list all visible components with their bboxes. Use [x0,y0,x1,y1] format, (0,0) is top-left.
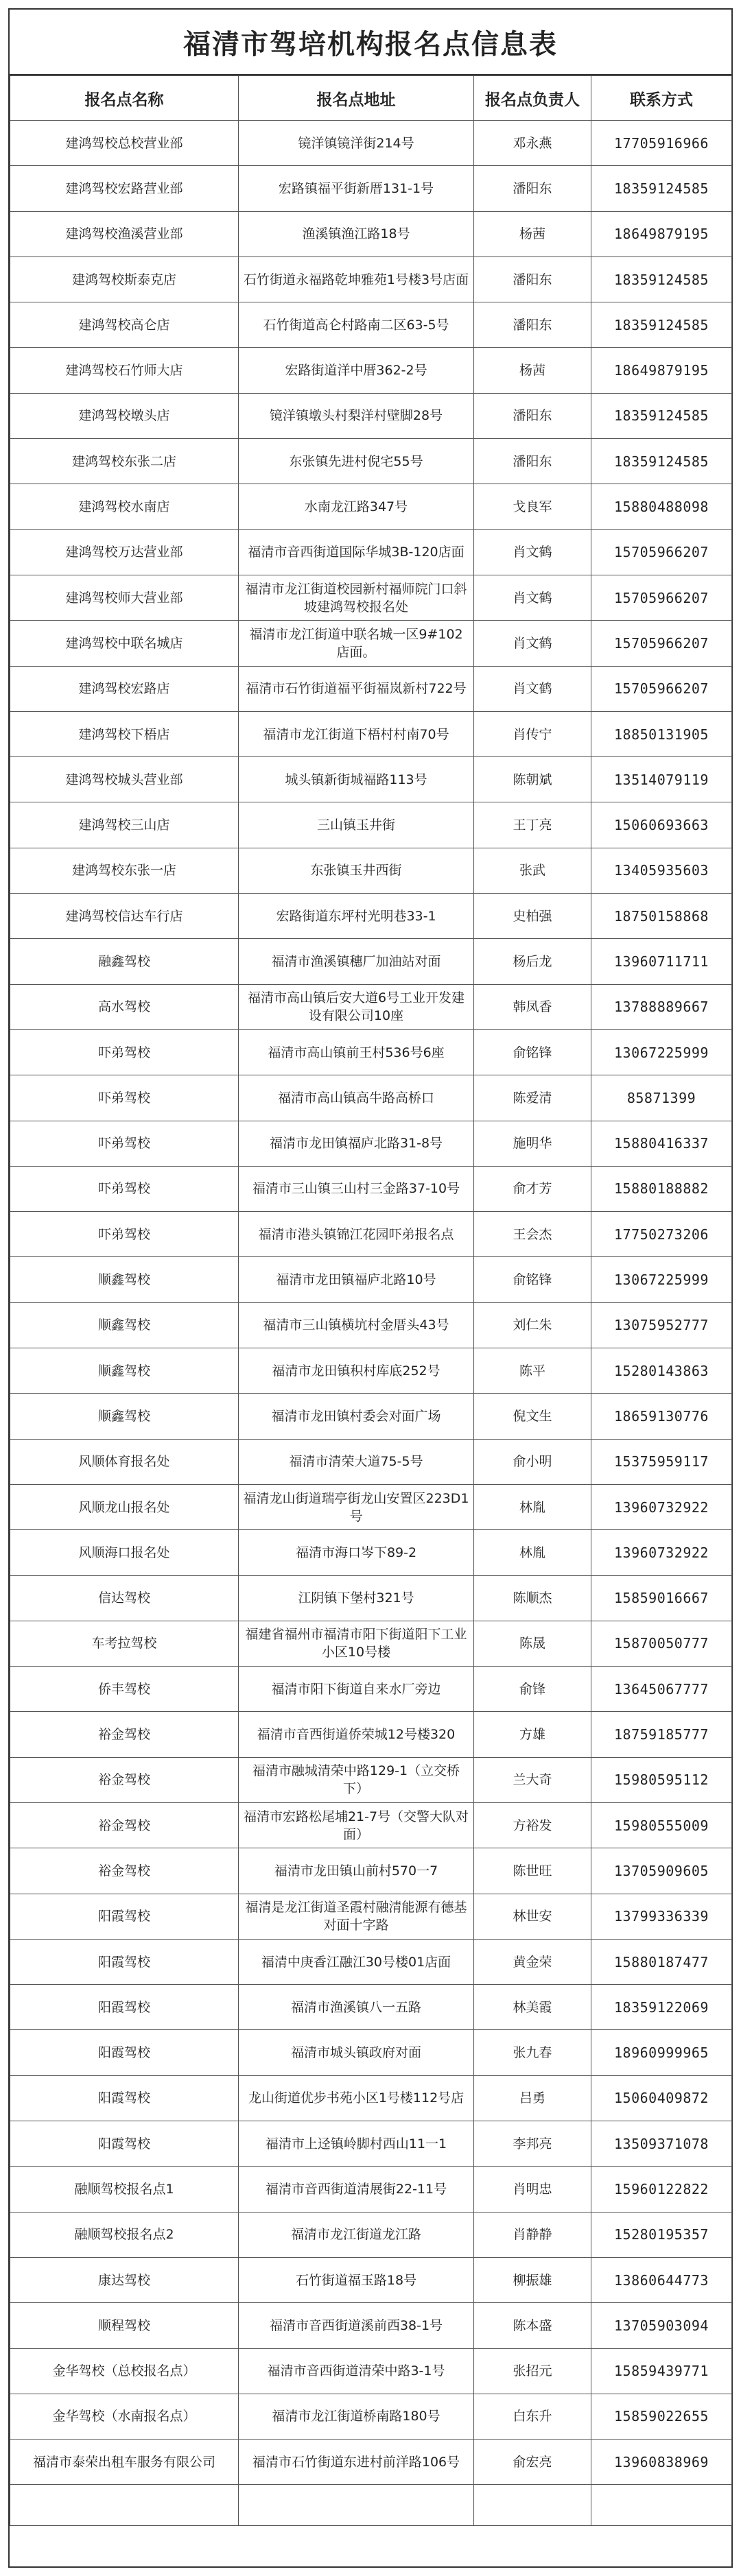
cell-phone: 13705909605 [591,1848,732,1894]
cell-person: 林胤 [474,1530,591,1575]
cell-phone: 15060409872 [591,2075,732,2121]
table-row [10,1166,732,1211]
table-row [10,1621,732,1666]
cell-person: 肖文鹤 [474,621,591,666]
cell-phone: 15280143863 [591,1348,732,1394]
cell-name: 建鸿驾校总校营业部 [10,121,239,166]
cell-name: 吓弟驾校 [10,1029,239,1075]
cell-name: 建鸿驾校城头营业部 [10,757,239,802]
table-row [10,1121,732,1166]
table-row [10,166,732,211]
cell-address: 福清中庚香江融江30号楼01店面 [239,1939,474,1984]
cell-address: 福清市音西街道溪前西38-1号 [239,2303,474,2348]
table-row [10,575,732,620]
cell-name: 建鸿驾校三山店 [10,802,239,848]
cell-person: 肖文鹤 [474,529,591,575]
cell-phone: 18359124585 [591,439,732,484]
cell-person: 陈世旺 [474,1848,591,1894]
cell-address: 福清市港头镇锦江花园吓弟报名点 [239,1212,474,1257]
table-row [10,1575,732,1621]
table-row [10,2394,732,2439]
cell-phone: 15375959117 [591,1439,732,1484]
cell-person: 林胤 [474,1484,591,1529]
cell-phone: 13509371078 [591,2121,732,2167]
table-row [10,1302,732,1348]
table-row [10,2075,732,2121]
table-row [10,2440,732,2485]
cell-person: 史柏强 [474,894,591,939]
cell-person: 俞锋 [474,1667,591,1712]
cell-person: 肖文鹤 [474,575,591,620]
cell-phone: 18649879195 [591,348,732,393]
cell-address: 福清市融城清荣中路129-1（立交桥下） [239,1757,474,1802]
cell-name: 福清市泰荣出租车服务有限公司 [10,2440,239,2485]
table-row [10,984,732,1029]
table-row [10,2348,732,2394]
table-row [10,529,732,575]
cell-address: 福清市龙田镇山前村570一7 [239,1848,474,1894]
cell-person: 方雄 [474,1712,591,1757]
cell-person: 王会杰 [474,1212,591,1257]
cell-person: 韩凤香 [474,984,591,1029]
table-row [10,2257,732,2302]
table-row [10,257,732,302]
table-row [10,939,732,984]
cell-address: 福清市龙田镇福庐北路31-8号 [239,1121,474,1166]
cell-phone: 13788889667 [591,984,732,1029]
cell-name: 建鸿驾校石竹师大店 [10,348,239,393]
table-row [10,1712,732,1757]
cell-address: 宏路镇福平街新厝131-1号 [239,166,474,211]
table-row [10,848,732,893]
cell-phone: 13960711711 [591,939,732,984]
cell-name: 裕金驾校 [10,1848,239,1894]
table-row [10,802,732,848]
cell-phone: 13705903094 [591,2303,732,2348]
cell-phone: 18750158868 [591,894,732,939]
table-row [10,1848,732,1894]
cell-name: 建鸿驾校信达车行店 [10,894,239,939]
cell-address: 渔溪镇渔江路18号 [239,211,474,257]
cell-phone: 85871399 [591,1075,732,1121]
table-row [10,894,732,939]
cell-person: 李邦亮 [474,2121,591,2167]
cell-name: 融顺驾校报名点2 [10,2212,239,2257]
cell-name: 吓弟驾校 [10,1075,239,1121]
cell-person: 戈良军 [474,484,591,529]
cell-name: 建鸿驾校宏路营业部 [10,166,239,211]
cell-name: 车考拉驾校 [10,1621,239,1666]
table-row [10,211,732,257]
cell-name: 风顺龙山报名处 [10,1484,239,1529]
table-row [10,2167,732,2212]
cell-address: 福清市龙江街道校园新村福师院门口斜坡建鸿驾校报名处 [239,575,474,620]
cell-person: 兰大奇 [474,1757,591,1802]
cell-name: 阳霞驾校 [10,1985,239,2030]
cell-name: 建鸿驾校下梧店 [10,711,239,756]
cell-phone: 15880488098 [591,484,732,529]
cell-address: 福清市上迳镇岭脚村西山11一1 [239,2121,474,2167]
cell-phone: 18359122069 [591,1985,732,2030]
cell-phone: 13075952777 [591,1302,732,1348]
cell-phone: 13405935603 [591,848,732,893]
cell-person: 倪文生 [474,1394,591,1439]
cell-address: 福清市音西街道侨荣城12号楼320 [239,1712,474,1757]
cell-name: 风顺海口报名处 [10,1530,239,1575]
table-row [10,1939,732,1984]
cell-name: 建鸿驾校宏路店 [10,666,239,711]
cell-name: 裕金驾校 [10,1712,239,1757]
cell-name: 顺鑫驾校 [10,1302,239,1348]
cell-name: 阳霞驾校 [10,2075,239,2121]
cell-address: 福清市渔溪镇穗厂加油站对面 [239,939,474,984]
cell-name: 侨丰驾校 [10,1667,239,1712]
empty-cell [474,2485,591,2526]
table-body [10,121,732,2526]
cell-address: 福清市渔溪镇八一五路 [239,1985,474,2030]
table-row [10,711,732,756]
cell-address: 福建省福州市福清市阳下街道阳下工业小区10号楼 [239,1621,474,1666]
cell-person: 张招元 [474,2348,591,2394]
table-row [10,484,732,529]
cell-phone: 15859016667 [591,1575,732,1621]
cell-phone: 13960838969 [591,2440,732,2485]
cell-address: 福清市龙江街道中联名城一区9#102店面。 [239,621,474,666]
cell-address: 福清市三山镇三山村三金路37-10号 [239,1166,474,1211]
info-sheet [8,8,733,2568]
cell-person: 潘阳东 [474,257,591,302]
cell-name: 阳霞驾校 [10,2030,239,2075]
cell-person: 潘阳东 [474,302,591,348]
cell-name: 金华驾校（水南报名点） [10,2394,239,2439]
header-person: 报名点负责人 [474,76,591,121]
table-row [10,2121,732,2167]
cell-person: 施明华 [474,1121,591,1166]
cell-phone: 18359124585 [591,257,732,302]
table-row [10,1029,732,1075]
cell-address: 江阴镇下堡村321号 [239,1575,474,1621]
cell-person: 肖文鹤 [474,666,591,711]
cell-name: 建鸿驾校渔溪营业部 [10,211,239,257]
cell-person: 俞铭锋 [474,1029,591,1075]
cell-person: 潘阳东 [474,393,591,438]
cell-address: 石竹街道永福路乾坤雅苑1号楼3号店面 [239,257,474,302]
cell-address: 福清市清荣大道75-5号 [239,1439,474,1484]
cell-name: 风顺体育报名处 [10,1439,239,1484]
cell-address: 东张镇先进村倪宅55号 [239,439,474,484]
cell-phone: 15705966207 [591,575,732,620]
cell-person: 张九春 [474,2030,591,2075]
cell-address: 福清市龙江街道龙江路 [239,2212,474,2257]
cell-address: 福清市城头镇政府对面 [239,2030,474,2075]
cell-person: 陈爱清 [474,1075,591,1121]
cell-phone: 18359124585 [591,393,732,438]
cell-address: 三山镇玉井街 [239,802,474,848]
cell-name: 阳霞驾校 [10,2121,239,2167]
cell-phone: 15859439771 [591,2348,732,2394]
cell-name: 融鑫驾校 [10,939,239,984]
cell-person: 王丁亮 [474,802,591,848]
cell-name: 阳霞驾校 [10,1894,239,1939]
cell-person: 方裕发 [474,1802,591,1848]
cell-person: 陈顺杰 [474,1575,591,1621]
empty-cell [239,2485,474,2526]
cell-name: 融顺驾校报名点1 [10,2167,239,2212]
cell-name: 裕金驾校 [10,1802,239,1848]
cell-address: 龙山街道优步书苑小区1号楼112号店 [239,2075,474,2121]
cell-address: 福清市高山镇前王村536号6座 [239,1029,474,1075]
cell-address: 福清市高山镇后安大道6号工业开发建设有限公司10座 [239,984,474,1029]
cell-address: 福清龙山街道瑞亭街龙山安置区223D1号 [239,1484,474,1529]
cell-name: 建鸿驾校万达营业部 [10,529,239,575]
cell-name: 建鸿驾校东张二店 [10,439,239,484]
cell-person: 杨茜 [474,211,591,257]
cell-person: 白东升 [474,2394,591,2439]
cell-address: 福清市宏路松尾埔21-7号（交警大队对面） [239,1802,474,1848]
cell-address: 宏路街道洋中厝362-2号 [239,348,474,393]
cell-person: 林美霞 [474,1985,591,2030]
cell-phone: 15705966207 [591,529,732,575]
cell-person: 张武 [474,848,591,893]
cell-person: 陈平 [474,1348,591,1394]
cell-name: 顺鑫驾校 [10,1348,239,1394]
cell-address: 福清市龙江街道下梧村村南70号 [239,711,474,756]
table-row [10,439,732,484]
cell-phone: 15980595112 [591,1757,732,1802]
cell-address: 福清市龙江街道桥南路180号 [239,2394,474,2439]
cell-person: 刘仁朱 [474,1302,591,1348]
table-row [10,1667,732,1712]
cell-phone: 13067225999 [591,1257,732,1302]
cell-name: 高水驾校 [10,984,239,1029]
cell-address: 石竹街道高仑村路南二区63-5号 [239,302,474,348]
table-row [10,393,732,438]
cell-address: 福清市三山镇横坑村金厝头43号 [239,1302,474,1348]
cell-phone: 18359124585 [591,302,732,348]
cell-person: 俞宏亮 [474,2440,591,2485]
table-row [10,1530,732,1575]
cell-phone: 18659130776 [591,1394,732,1439]
cell-phone: 15880188882 [591,1166,732,1211]
cell-phone: 17750273206 [591,1212,732,1257]
table-row [10,2303,732,2348]
cell-name: 裕金驾校 [10,1757,239,1802]
cell-address: 福清市石竹街道东进村前洋路106号 [239,2440,474,2485]
cell-name: 吓弟驾校 [10,1212,239,1257]
cell-address: 福清市阳下街道自来水厂旁边 [239,1667,474,1712]
table-row [10,1394,732,1439]
cell-person: 林世安 [474,1894,591,1939]
header-address: 报名点地址 [239,76,474,121]
cell-address: 东张镇玉井西街 [239,848,474,893]
table-row [10,1894,732,1939]
table-row [10,348,732,393]
cell-person: 杨后龙 [474,939,591,984]
cell-phone: 15880187477 [591,1939,732,1984]
cell-phone: 18960999965 [591,2030,732,2075]
cell-person: 俞铭锋 [474,1257,591,1302]
cell-person: 肖明忠 [474,2167,591,2212]
cell-address: 福清市音西街道清展街22-11号 [239,2167,474,2212]
cell-phone: 13067225999 [591,1029,732,1075]
cell-name: 建鸿驾校中联名城店 [10,621,239,666]
cell-phone: 15060693663 [591,802,732,848]
cell-phone: 13960732922 [591,1484,732,1529]
cell-person: 杨茜 [474,348,591,393]
cell-address: 石竹街道福玉路18号 [239,2257,474,2302]
table-row [10,2212,732,2257]
cell-phone: 18649879195 [591,211,732,257]
table-row [10,1484,732,1529]
table-row [10,1802,732,1848]
cell-address: 水南龙江路347号 [239,484,474,529]
table-row [10,757,732,802]
cell-name: 建鸿驾校高仑店 [10,302,239,348]
cell-name: 顺鑫驾校 [10,1257,239,1302]
cell-person: 肖静静 [474,2212,591,2257]
cell-phone: 13514079119 [591,757,732,802]
cell-address: 福清市龙田镇福庐北路10号 [239,1257,474,1302]
cell-phone: 17705916966 [591,121,732,166]
cell-phone: 13860644773 [591,2257,732,2302]
cell-address: 福清市高山镇高牛路高桥口 [239,1075,474,1121]
cell-phone: 15280195357 [591,2212,732,2257]
cell-address: 城头镇新街城福路113号 [239,757,474,802]
cell-name: 顺程驾校 [10,2303,239,2348]
cell-person: 陈晟 [474,1621,591,1666]
header-phone: 联系方式 [591,76,732,121]
cell-person: 陈朝斌 [474,757,591,802]
cell-person: 潘阳东 [474,166,591,211]
cell-name: 建鸿驾校水南店 [10,484,239,529]
table-row [10,1348,732,1394]
cell-person: 吕勇 [474,2075,591,2121]
cell-address: 福清是龙江街道圣霞村融清能源有德基对面十字路 [239,1894,474,1939]
cell-person: 俞小明 [474,1439,591,1484]
cell-name: 建鸿驾校斯泰克店 [10,257,239,302]
cell-phone: 15705966207 [591,621,732,666]
cell-name: 吓弟驾校 [10,1166,239,1211]
table-row [10,621,732,666]
cell-phone: 15859022655 [591,2394,732,2439]
cell-name: 吓弟驾校 [10,1121,239,1166]
cell-phone: 18759185777 [591,1712,732,1757]
table-row [10,1212,732,1257]
cell-person: 陈本盛 [474,2303,591,2348]
cell-phone: 13960732922 [591,1530,732,1575]
cell-address: 福清市石竹街道福平街福岚新村722号 [239,666,474,711]
cell-phone: 15980555009 [591,1802,732,1848]
cell-address: 福清市海口岑下89-2 [239,1530,474,1575]
table-row [10,2030,732,2075]
cell-address: 福清市龙田镇积村库底252号 [239,1348,474,1394]
cell-phone: 18850131905 [591,711,732,756]
table-row [10,1257,732,1302]
cell-address: 福清市音西街道国际华城3B-120店面 [239,529,474,575]
table-row [10,121,732,166]
cell-phone: 15870050777 [591,1621,732,1666]
header-name: 报名点名称 [10,76,239,121]
cell-person: 肖传宁 [474,711,591,756]
empty-cell [10,2485,239,2526]
cell-person: 邓永燕 [474,121,591,166]
cell-name: 顺鑫驾校 [10,1394,239,1439]
cell-name: 信达驾校 [10,1575,239,1621]
table-row [10,1075,732,1121]
table-row [10,666,732,711]
cell-address: 镜洋镇镜洋街214号 [239,121,474,166]
cell-name: 建鸿驾校墩头店 [10,393,239,438]
cell-phone: 13645067777 [591,1667,732,1712]
cell-person: 柳振雄 [474,2257,591,2302]
cell-address: 福清市龙田镇村委会对面广场 [239,1394,474,1439]
cell-person: 俞才芳 [474,1166,591,1211]
cell-phone: 15880416337 [591,1121,732,1166]
table-row [10,1985,732,2030]
cell-address: 福清市音西街道清荣中路3-1号 [239,2348,474,2394]
cell-phone: 18359124585 [591,166,732,211]
cell-name: 康达驾校 [10,2257,239,2302]
table-row [10,302,732,348]
cell-name: 建鸿驾校师大营业部 [10,575,239,620]
page-title: 福清市驾培机构报名点信息表 [10,10,731,75]
cell-name: 阳霞驾校 [10,1939,239,1984]
cell-phone: 15705966207 [591,666,732,711]
cell-address: 镜洋镇墩头村梨洋村壁脚28号 [239,393,474,438]
cell-person: 黄金荣 [474,1939,591,1984]
cell-person: 潘阳东 [474,439,591,484]
registration-table [10,75,732,2526]
header-row [10,76,732,121]
empty-cell [591,2485,732,2526]
cell-name: 建鸿驾校东张一店 [10,848,239,893]
cell-name: 金华驾校（总校报名点） [10,2348,239,2394]
cell-phone: 15960122822 [591,2167,732,2212]
empty-row [10,2485,732,2526]
cell-address: 宏路街道东坪村光明巷33-1 [239,894,474,939]
table-row [10,1757,732,1802]
table-row [10,1439,732,1484]
cell-phone: 13799336339 [591,1894,732,1939]
